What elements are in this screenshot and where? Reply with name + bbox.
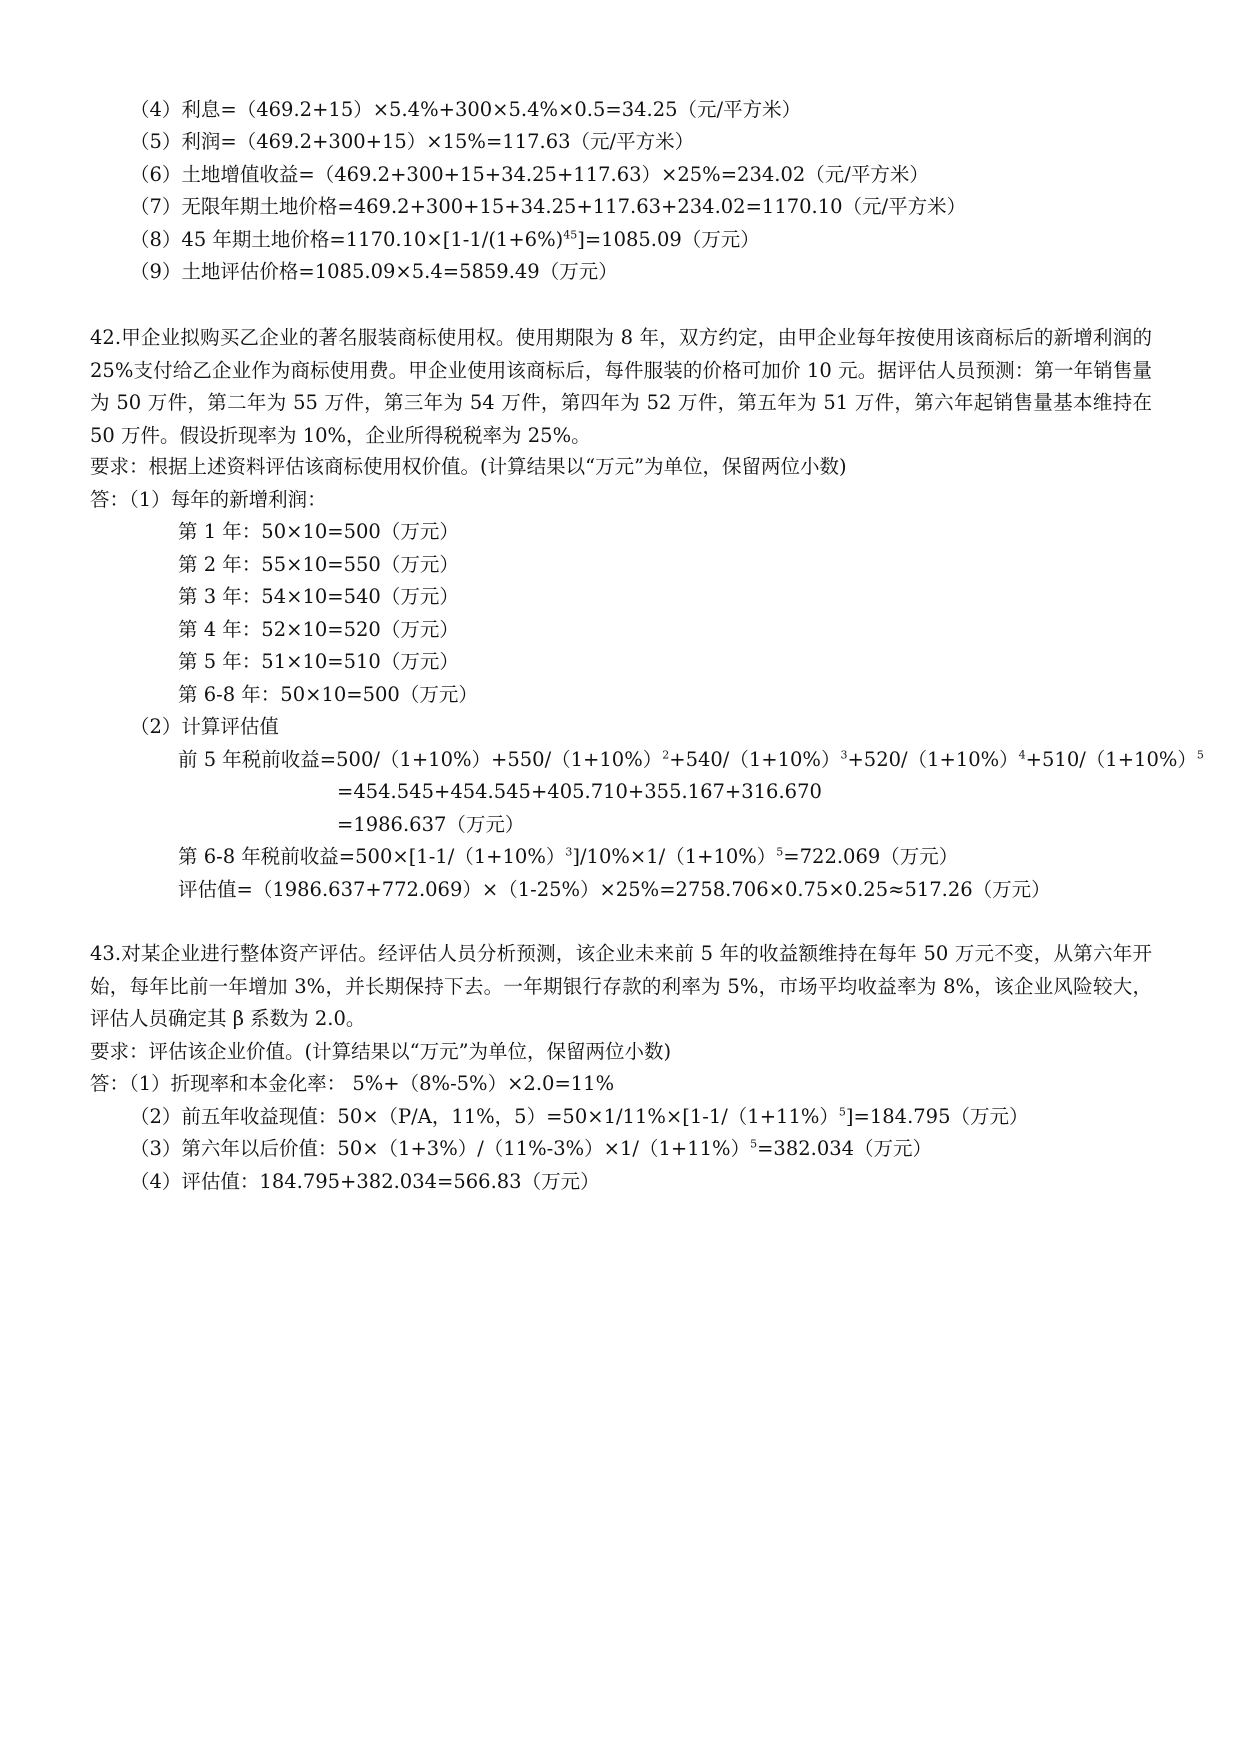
q42-year-2: 第 2 年：55×10=550（万元） [178,553,459,576]
q42-pv5-line2: =454.545+454.545+405.710+355.167+316.670 [337,780,822,803]
q42-requirement: 要求：根据上述资料评估该商标使用权价值。(计算结果以“万元”为单位，保留两位小数) [90,455,847,478]
q43-requirement: 要求：评估该企业价值。(计算结果以“万元”为单位，保留两位小数) [90,1040,672,1063]
q43-question: 43.对某企业进行整体资产评估。经评估人员分析预测，该企业未来前 5 年的收益额维持在每年 50 万元不变，从第六年开始，每年比前一年增加 3%，并长期保持下去。一年期银行存款的利率为 5%，市场平均收益率为 8%，该企业风险较大，评估人员确定其 β 系数为 2.0。 [90,942,1152,1030]
q43-answer-2: （2）前五年收益现值：50×（P/A，11%，$5)=50\times 1/11\%\times[1-1/(1+11\%)^5]=184.795$（万元） [130,1105,1029,1128]
q43-answer-1: 答：（1）折现率和本金化率： 5%+（8%-5%）×2.0=11% [90,1072,615,1095]
q43-answer-3: （3）第六年以后价值：$50\times(1+3\%)/(11\%-3\%)\times 1/(1+11\%)^5=382.034$（万元） [130,1137,933,1160]
q41-step9: （9）土地评估价格=1085.09×5.4=5859.49（万元） [130,260,618,283]
q42-year-5: 第 5 年：51×10=510（万元） [178,650,459,673]
q42-step2-title: （2）计算评估值 [130,715,279,738]
q42-year-1: 第 1 年：50×10=500（万元） [178,520,459,543]
q41-step6: （6）土地增值收益=（469.2+300+15+34.25+117.63）×25%=234.02（元/平方米） [130,163,929,186]
q42-pv5-line3: =1986.637（万元） [337,813,525,836]
q43-answer-4: （4）评估值：184.795+382.034=566.83（万元） [130,1170,600,1193]
q42-year-4: 第 4 年：52×10=520（万元） [178,618,459,641]
q42-answer-intro: 答：（1）每年的新增利润： [90,488,327,511]
q42-value: 评估值=（1986.637+772.069）×（1-25%）×25%=2758.706×0.75×0.25≈517.26（万元） [178,878,1051,901]
q41-step7: （7）无限年期土地价格=469.2+300+15+34.25+117.63+234.02=1170.10（元/平方米） [130,195,967,218]
q41-step5: （5）利润=（469.2+300+15）×15%=117.63（元/平方米） [130,130,695,153]
q42-year-6-8: 第 6-8 年：50×10=500（万元） [178,683,478,706]
q42-question: 42.甲企业拟购买乙企业的著名服装商标使用权。使用期限为 8 年，双方约定，由甲企业每年按使用该商标后的新增利润的 25%支付给乙企业作为商标使用费。甲企业使用该商标后，每件服装的价格可加价 10 元。据评估人员预测：第一年销售量为 50 万件，第二年为 55 万件，第三年为 54 万件，第四年为 52 万件，第五年为 51 万件，第六年起销售量基本维持在 50 万件。假设折现率为 10%，企业所得税税率为 25%。 [90,326,1152,447]
q41-step4: （4）利息=（469.2+15）×5.4%+300×5.4%×0.5=34.25（元/平方米） [130,98,802,121]
q42-pv5-formula: 前 5 年税前收益$=500/(1+10\%)+550/(1+10\%)^2+540/(1+10\%)^3+520/(1+10\%)^4+510/(1+10\%)^5$ [178,748,1204,771]
q41-step8: （8）45 年期土地价格$=1170.10\times[1-1/(1+6\%)^{45}]=1085.09$（万元） [130,228,760,251]
q42-pv68-formula: 第 6-8 年税前收益$=500\times[1-1/(1+10\%)^3]/10\%\times 1/(1+10\%)^5=722.069$（万元） [178,845,959,868]
q42-year-3: 第 3 年：54×10=540（万元） [178,585,459,608]
